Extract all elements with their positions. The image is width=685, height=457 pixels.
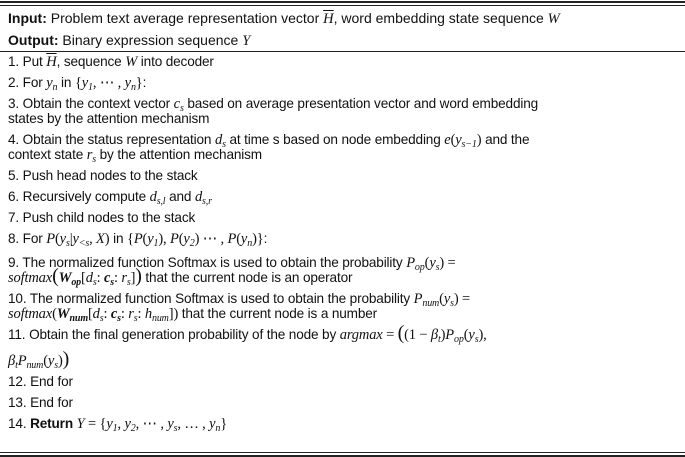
output-label: Output: xyxy=(8,32,59,48)
math-segment: r xyxy=(86,147,93,163)
algorithm-step-7 xyxy=(8,204,680,225)
math-segment: 2 xyxy=(189,238,195,249)
math-segment: y xyxy=(443,291,451,307)
math-segment: | xyxy=(69,231,73,247)
algorithm-step-2 xyxy=(8,69,680,93)
math-segment: ) = xyxy=(453,291,471,307)
math-segment: ) xyxy=(440,327,446,343)
math-segment: num xyxy=(69,313,88,324)
algorithm-step-6 xyxy=(8,183,680,207)
math-segment: P xyxy=(133,231,143,247)
math-segment: s,r xyxy=(202,196,212,207)
math-segment: d xyxy=(149,189,157,205)
math-segment: softmax xyxy=(8,270,53,286)
step-line xyxy=(8,132,680,150)
math-segment: P xyxy=(17,353,27,369)
math-segment: W xyxy=(547,11,560,27)
math-segment: } xyxy=(135,75,143,91)
text-segment: , sequence xyxy=(56,54,126,69)
math-segment: P xyxy=(170,231,179,247)
text-segment: 4. Obtain the status representation xyxy=(8,132,215,147)
math-segment: β xyxy=(430,327,438,343)
text-segment: Binary expression sequence xyxy=(58,32,243,48)
math-segment: y xyxy=(46,75,53,91)
math-segment: : xyxy=(137,306,145,322)
math-segment: W xyxy=(56,306,70,322)
step-line xyxy=(8,291,680,309)
text-segment: in xyxy=(109,231,127,246)
step-line xyxy=(8,96,680,114)
math-segment: s xyxy=(179,103,184,114)
math-segment: c xyxy=(103,270,111,286)
math-segment: softmax xyxy=(8,306,53,322)
math-segment: { xyxy=(74,75,82,91)
math-segment: ( xyxy=(439,291,444,307)
math-segment: s xyxy=(92,154,97,165)
math-segment: , xyxy=(117,416,125,432)
bottom-rule-1 xyxy=(0,452,685,453)
input-text xyxy=(47,10,560,26)
math-segment: ) = xyxy=(439,255,456,271)
text-segment: 14. xyxy=(8,416,31,431)
math-segment: : xyxy=(96,270,104,286)
step-line xyxy=(8,168,680,183)
math-segment: { xyxy=(127,231,134,247)
math-segment: ( xyxy=(424,255,430,271)
math-segment: s xyxy=(435,262,440,273)
math-segment: d xyxy=(92,306,100,322)
math-segment: y xyxy=(59,231,66,247)
top-rule-2 xyxy=(0,5,685,6)
math-segment: Y xyxy=(76,416,85,432)
math-segment: Y xyxy=(242,33,251,49)
math-segment: [ xyxy=(87,306,93,322)
math-segment: c xyxy=(173,96,180,112)
algorithm-step-13 xyxy=(8,389,680,410)
text-segment: Return xyxy=(30,416,73,431)
math-segment: P xyxy=(46,231,55,247)
math-segment: ), xyxy=(158,231,171,247)
text-segment: 6. Recursively compute xyxy=(8,189,150,204)
math-segment: y xyxy=(147,231,154,247)
math-segment: s xyxy=(65,238,70,249)
text-segment: 12. End for xyxy=(8,374,73,389)
math-segment: X xyxy=(96,231,105,247)
math-segment: s xyxy=(110,277,114,288)
math-segment: : xyxy=(113,270,122,286)
math-segment: P xyxy=(445,327,454,343)
math-segment: = { xyxy=(84,416,107,432)
math-segment: d xyxy=(214,132,223,148)
math-segment: β xyxy=(8,353,16,369)
text-segment: 5. Push head nodes to the stack xyxy=(8,168,198,183)
math-segment: n xyxy=(247,238,253,249)
text-segment: 3. Obtain the context vector xyxy=(8,96,174,111)
algorithm-step-5 xyxy=(8,162,680,183)
math-segment: y xyxy=(106,416,113,432)
math-segment: = xyxy=(382,327,398,343)
math-segment: ), xyxy=(478,327,487,343)
math-segment: )} xyxy=(252,231,264,247)
math-segment: ( xyxy=(54,231,60,247)
algorithm-step-14 xyxy=(8,410,680,434)
step-line xyxy=(8,395,680,410)
text-segment: and the xyxy=(481,132,530,147)
math-segment: s−1 xyxy=(461,139,477,150)
math-segment: y xyxy=(72,231,79,247)
math-segment: ( xyxy=(450,132,456,148)
math-segment: P xyxy=(406,255,415,271)
math-segment: op xyxy=(454,334,464,345)
math-segment: ( xyxy=(178,231,184,247)
step-line xyxy=(8,255,680,273)
math-segment: (1 − xyxy=(404,327,431,343)
algorithm-steps xyxy=(8,48,680,434)
text-segment: and xyxy=(165,189,195,204)
math-segment: y xyxy=(124,75,131,91)
math-segment: , ⋯ , xyxy=(92,75,125,91)
step-line xyxy=(8,147,680,165)
step-line xyxy=(8,189,680,207)
math-segment: s xyxy=(54,360,58,371)
math-segment: num xyxy=(26,360,44,371)
math-segment: ) xyxy=(104,231,110,247)
algorithm-step-9 xyxy=(8,246,680,288)
math-segment: ( xyxy=(142,231,148,247)
math-segment: s xyxy=(92,277,97,288)
text-segment: : xyxy=(142,75,147,90)
math-segment: ) xyxy=(62,348,70,370)
step-line xyxy=(8,416,680,434)
math-segment: y xyxy=(455,132,462,148)
text-segment: into decoder xyxy=(137,54,214,69)
step-line xyxy=(8,306,680,324)
text-segment: by the attention mechanism xyxy=(96,147,262,162)
algorithm-box xyxy=(8,8,680,52)
math-segment: ) ⋯ , xyxy=(194,231,228,247)
algorithm-step-3 xyxy=(8,90,680,126)
math-segment: r xyxy=(121,270,127,286)
math-segment: 1 xyxy=(153,238,159,249)
math-segment: 2 xyxy=(130,423,136,434)
text-segment: 13. End for xyxy=(8,395,73,410)
step-line xyxy=(8,75,680,93)
text-segment: in xyxy=(57,75,75,90)
math-segment: s xyxy=(117,313,121,324)
math-segment: y xyxy=(167,416,174,432)
math-segment: W xyxy=(58,270,72,286)
math-segment: ]) xyxy=(168,306,179,322)
algorithm-step-8 xyxy=(8,225,680,249)
text-segment: context state xyxy=(8,147,87,162)
text-segment: 10. The normalized function Softmax is used to obtain the probability xyxy=(8,291,414,306)
math-segment: ( xyxy=(52,265,59,287)
math-segment: s xyxy=(133,313,138,324)
input-label: Input: xyxy=(8,10,47,26)
math-segment: y xyxy=(183,231,190,247)
algorithm-step-4 xyxy=(8,126,680,165)
step-line xyxy=(8,322,680,345)
math-segment: : xyxy=(120,306,129,322)
step-line xyxy=(8,231,680,249)
math-segment: $\overline{H}$ xyxy=(46,54,57,70)
math-segment: } xyxy=(220,416,228,432)
math-segment: ] xyxy=(130,270,136,286)
math-segment: s,l xyxy=(156,196,166,207)
math-segment: t xyxy=(15,360,18,371)
math-segment: ) xyxy=(57,353,63,369)
math-segment: W xyxy=(125,54,138,70)
math-segment: s xyxy=(126,277,131,288)
math-segment: ( xyxy=(236,231,241,247)
text-segment: that the current node is a number xyxy=(178,306,378,321)
text-segment: at time s based on node embedding xyxy=(225,132,445,147)
math-segment: num xyxy=(151,313,169,324)
math-segment: : xyxy=(103,306,111,322)
math-segment: s xyxy=(173,423,178,434)
math-segment: t xyxy=(437,334,441,345)
math-segment: num xyxy=(422,298,440,309)
text-segment: 9. The normalized function Softmax is used to obtain the probability xyxy=(8,255,407,270)
algorithm-step-10 xyxy=(8,285,680,324)
math-segment: y xyxy=(429,255,436,271)
math-segment: c xyxy=(110,306,118,322)
step-line xyxy=(8,265,680,288)
algorithm-step-11 xyxy=(8,321,680,371)
math-segment: 1 xyxy=(112,423,118,434)
step-line xyxy=(8,111,680,126)
text-segment: 8. For xyxy=(8,231,47,246)
math-segment: ( xyxy=(397,322,405,344)
math-segment: argmax xyxy=(339,327,383,343)
math-segment: , ⋯ , xyxy=(135,416,168,432)
math-segment: ) xyxy=(135,265,142,287)
math-segment: d xyxy=(85,270,93,286)
text-segment: that the current node is an operator xyxy=(141,270,353,285)
math-segment: s xyxy=(474,334,479,345)
step-line xyxy=(8,348,680,371)
math-segment: op xyxy=(414,262,425,273)
math-segment: ) xyxy=(476,132,482,148)
math-segment: $\overline{H}$ xyxy=(323,11,334,27)
text-segment: , word embedding state sequence xyxy=(333,10,548,26)
math-segment: op xyxy=(71,277,82,288)
text-segment: 11. Obtain the final generation probability of the node by xyxy=(8,327,340,342)
math-segment: ( xyxy=(43,353,48,369)
math-segment: y xyxy=(240,231,248,247)
math-segment: ( xyxy=(463,327,469,343)
math-segment: s xyxy=(222,139,226,150)
math-segment: [ xyxy=(81,270,86,286)
math-segment: n xyxy=(215,423,221,434)
math-segment: n xyxy=(130,82,136,93)
math-segment: r xyxy=(128,306,134,322)
step-line xyxy=(8,54,680,69)
math-segment: y xyxy=(81,75,89,91)
math-segment: 1 xyxy=(88,82,93,93)
math-segment: ( xyxy=(52,306,57,322)
step-line xyxy=(8,210,680,225)
text-segment: 1. Put xyxy=(8,54,47,69)
text-segment: 2. For xyxy=(8,75,47,90)
math-segment: , … , xyxy=(177,416,210,432)
math-segment: e xyxy=(444,132,451,148)
math-segment: n xyxy=(52,82,58,93)
text-segment: 7. Push child nodes to the stack xyxy=(8,210,196,225)
text-segment: states by the attention mechanism xyxy=(8,111,210,126)
step-line xyxy=(8,374,680,389)
output-text xyxy=(59,32,251,48)
math-segment: d xyxy=(194,189,203,205)
top-rule-1 xyxy=(0,1,685,3)
math-segment: h xyxy=(144,306,152,322)
text-segment: based on average presentation vector and word embedding xyxy=(183,96,539,111)
text-segment: : xyxy=(263,231,268,246)
math-segment: y xyxy=(47,353,55,369)
math-segment: P xyxy=(413,291,423,307)
math-segment: y xyxy=(209,416,216,432)
math-segment: s xyxy=(450,298,454,309)
text-segment: Problem text average representation vector xyxy=(46,10,324,26)
algorithm-step-12 xyxy=(8,368,680,389)
math-segment: , xyxy=(89,231,97,247)
input-line xyxy=(8,8,680,30)
math-segment: y xyxy=(124,416,131,432)
math-segment: y xyxy=(468,327,475,343)
math-segment: <s xyxy=(78,238,90,249)
algorithm-step-1 xyxy=(8,48,680,69)
math-segment: s xyxy=(99,313,104,324)
math-segment: P xyxy=(227,231,237,247)
